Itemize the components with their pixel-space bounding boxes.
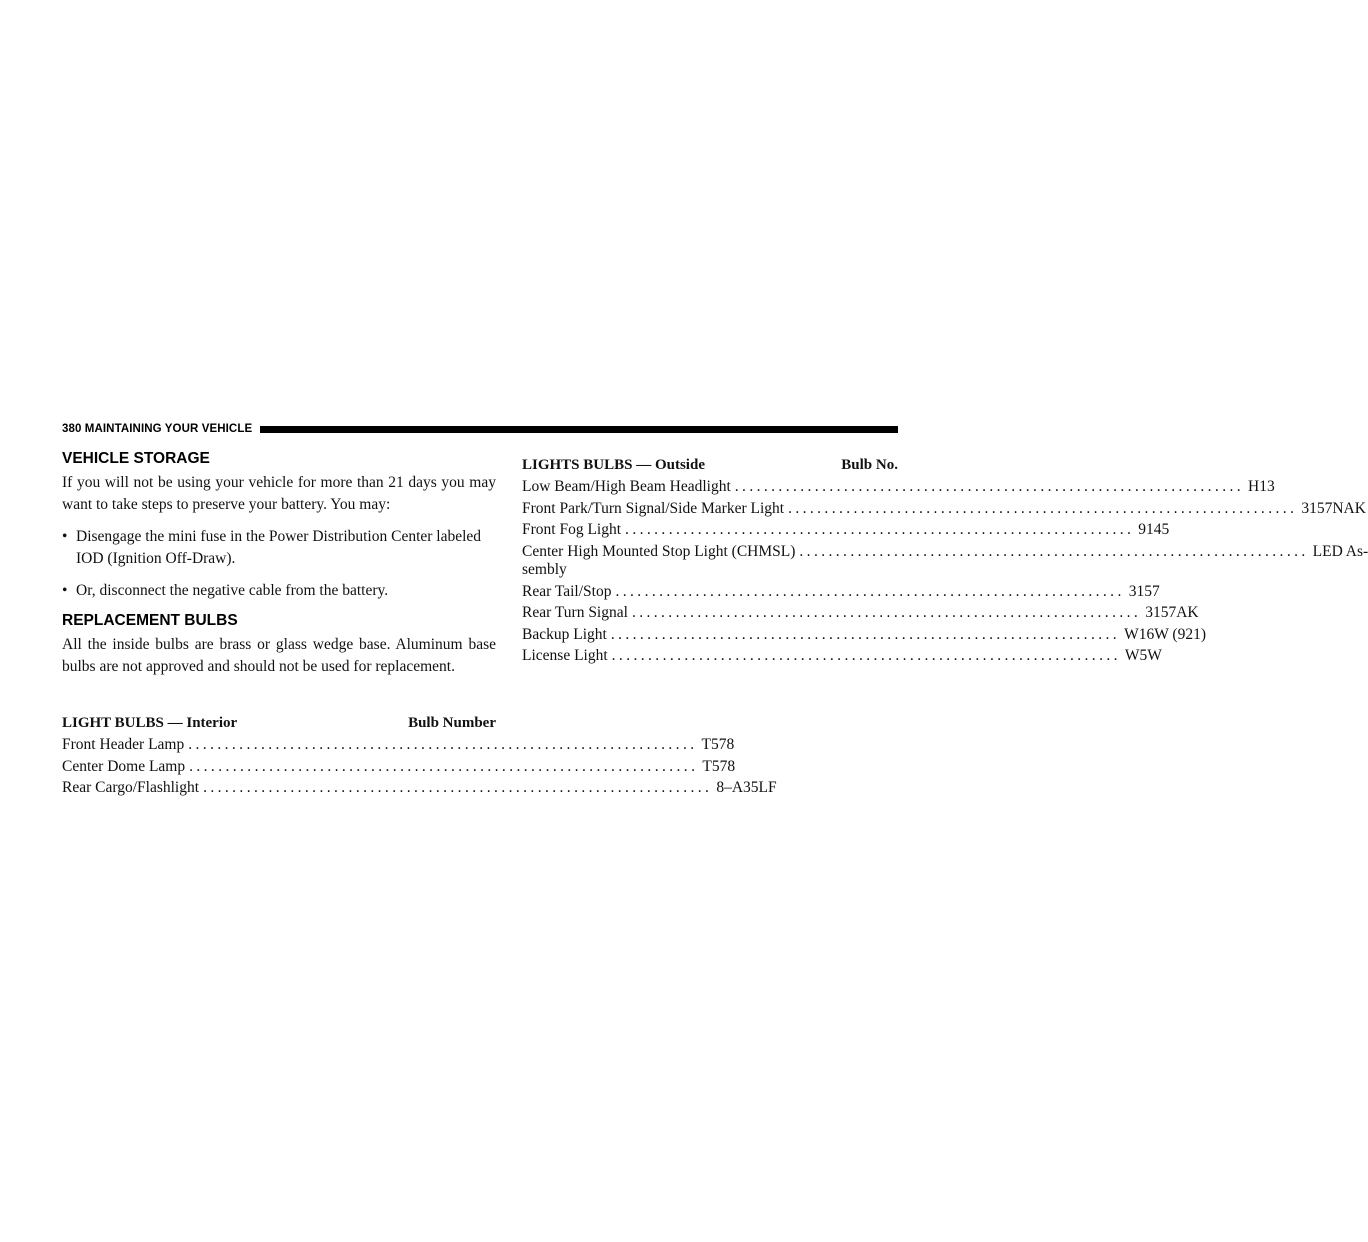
- bulb-number: 3157NAK: [1301, 499, 1366, 517]
- leader-dots: ......................................................................: [189, 757, 699, 775]
- bulb-number: 9145: [1138, 521, 1170, 538]
- bulb-name: Center Dome Lamp: [62, 757, 186, 775]
- leader-dots: ......................................................................: [631, 604, 1142, 621]
- table-row: [522, 498, 1366, 520]
- leader-dots: ......................................................................: [188, 736, 698, 753]
- bulb-name: Low Beam/High Beam Headlight: [522, 478, 731, 495]
- table-row: [522, 624, 1206, 646]
- bulb-name: Front Header Lamp: [62, 736, 185, 753]
- table-row-continuation: sembly: [522, 560, 567, 578]
- outside-header-right: Bulb No.: [841, 457, 898, 473]
- leader-dots: ......................................................................: [788, 499, 1298, 517]
- bulb-name: Front Fog Light: [522, 521, 622, 538]
- leader-dots: ......................................................................: [734, 478, 1245, 495]
- replacement-bulbs-text: All the inside bulbs are brass or glass wedge base. Aluminum base bulbs are not approved and should not be used for replacement.: [62, 636, 496, 675]
- table-row: [522, 645, 1162, 667]
- table-row: [62, 777, 777, 799]
- bulb-number: H13: [1248, 478, 1275, 495]
- interior-header-left: LIGHT BULBS — Interior: [62, 715, 238, 731]
- vehicle-storage-intro: If you will not be using your vehicle for more than 21 days you may want to take steps to preserve your battery. You may:: [62, 474, 496, 513]
- bulb-name: License Light: [522, 647, 608, 664]
- interior-table-header: [62, 712, 496, 734]
- bulb-number: W16W (921): [1124, 625, 1206, 643]
- bullet-icon: •: [62, 528, 68, 545]
- table-row: [62, 756, 736, 778]
- bullet-icon: •: [62, 582, 68, 599]
- outside-table-header: [522, 454, 898, 476]
- table-row: [522, 581, 1160, 603]
- bullet-text: Or, disconnect the negative cable from the battery.: [76, 582, 389, 599]
- bulb-number: 3157AK: [1145, 604, 1199, 621]
- bulb-name: Front Park/Turn Signal/Side Marker Light: [522, 499, 785, 517]
- running-title: 380 MAINTAINING YOUR VEHICLE: [62, 423, 253, 435]
- bulb-name: Rear Tail/Stop: [522, 582, 612, 600]
- table-row: [522, 519, 1170, 541]
- table-row: [62, 734, 735, 756]
- bulb-number: T578: [702, 757, 736, 775]
- bullet-text: Disengage the mini fuse in the Power Distribution Center labeled IOD (Ignition Off-Draw).: [76, 528, 482, 567]
- table-row: [522, 602, 1199, 624]
- bulb-number: T578: [701, 736, 735, 753]
- bullet-item: [62, 580, 496, 602]
- interior-header-right: Bulb Number: [408, 715, 496, 731]
- leader-dots: ......................................................................: [799, 542, 1309, 560]
- header-rule: [260, 426, 898, 433]
- bulb-number: LED As-: [1312, 542, 1368, 560]
- bulb-name: Backup Light: [522, 625, 607, 643]
- bulb-number: W5W: [1124, 647, 1162, 664]
- bulb-name: Rear Turn Signal: [522, 604, 628, 621]
- leader-dots: ......................................................................: [615, 582, 1125, 600]
- bulb-name: Rear Cargo/Flashlight: [62, 779, 200, 796]
- leader-dots: ......................................................................: [625, 521, 1135, 538]
- leader-dots: ......................................................................: [611, 647, 1121, 664]
- table-row: [522, 542, 1368, 561]
- replacement-bulbs-heading: REPLACEMENT BULBS: [62, 612, 238, 629]
- outside-header-left: LIGHTS BULBS — Outside: [522, 457, 705, 473]
- page-header: [62, 422, 898, 436]
- table-row: [522, 476, 1275, 498]
- right-column: [522, 454, 1368, 667]
- bulb-number: 8–A35LF: [716, 779, 777, 796]
- bulb-number: 3157: [1128, 582, 1160, 600]
- bulb-name: Center High Mounted Stop Light (CHMSL): [522, 542, 796, 560]
- leader-dots: ......................................................................: [610, 625, 1121, 643]
- bullet-item: [62, 526, 496, 570]
- leader-dots: ......................................................................: [203, 779, 713, 796]
- vehicle-storage-heading: VEHICLE STORAGE: [62, 450, 210, 467]
